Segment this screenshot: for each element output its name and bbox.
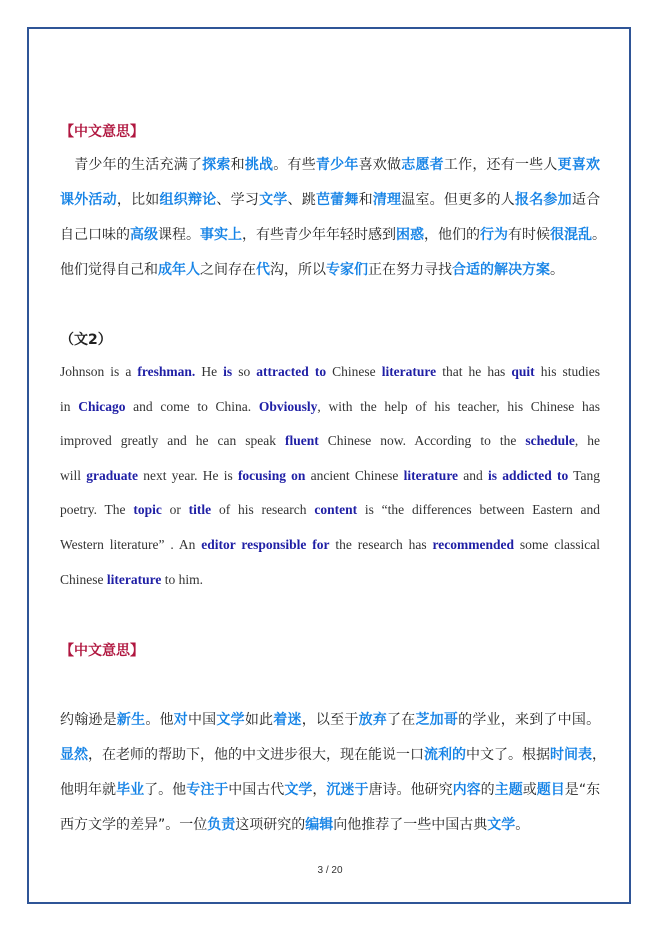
highlighted-term: 行为: [480, 227, 508, 243]
text-segment: ，有些青少年年轻时感到: [242, 227, 396, 243]
highlighted-term: 专注于: [186, 782, 229, 798]
text-segment: 了在: [387, 712, 416, 728]
text-segment: 。: [515, 817, 530, 833]
text-segment: 唐诗。他研究: [368, 782, 453, 798]
text-segment: 的学业，来到了中国。: [458, 712, 601, 728]
highlighted-term: 探索: [202, 157, 231, 173]
highlighted-term: 志愿者: [401, 157, 444, 173]
highlighted-term: 沉迷于: [326, 782, 369, 798]
highlighted-term: 芝加哥: [415, 712, 459, 728]
text-segment: Chinese: [60, 571, 107, 587]
text-segment: 和: [358, 192, 373, 208]
text-segment: 。有些: [273, 157, 316, 173]
highlighted-term: 内容: [452, 782, 481, 798]
text-line: [60, 744, 606, 764]
text-segment: 或: [522, 782, 537, 798]
text-segment: 向他推荐了一些中国古典: [333, 817, 488, 833]
text-segment: poetry. The: [60, 502, 134, 518]
text-segment: ，他们的: [424, 227, 480, 243]
text-segment: ，: [592, 747, 606, 763]
highlighted-term: 更喜欢: [557, 157, 601, 173]
highlighted-term: content: [314, 502, 358, 518]
highlighted-term: title: [188, 502, 212, 518]
text-segment: 中国: [187, 712, 217, 728]
highlighted-term: 对: [173, 712, 188, 728]
text-segment: 之间存在: [200, 262, 256, 278]
text-segment: Tang: [568, 467, 600, 483]
text-segment: , with the help of his teacher, his Chinese has: [317, 398, 600, 414]
text-segment: the research has: [329, 537, 433, 552]
highlighted-term: 着迷: [273, 712, 302, 728]
text-segment: 西方文学的差异”。一位: [60, 817, 208, 833]
text-segment: will: [60, 467, 87, 483]
highlighted-term: 很混乱: [550, 227, 592, 243]
text-segment: 和: [230, 157, 245, 173]
highlighted-term: 芭蕾舞: [315, 192, 359, 208]
highlighted-term: 文学: [487, 817, 516, 833]
highlighted-term: literature: [381, 364, 437, 379]
highlighted-term: graduate: [86, 467, 138, 483]
text-segment: that he has: [436, 364, 512, 379]
highlighted-term: 挑战: [244, 157, 274, 173]
text-segment: ancient Chinese: [305, 467, 404, 483]
text-segment: his studies: [534, 364, 601, 379]
highlighted-term: 青少年: [315, 157, 359, 173]
text-segment: 正在努力寻找: [368, 262, 452, 278]
text-segment: 喜欢做: [358, 157, 402, 173]
text-segment: 是“东: [564, 782, 601, 798]
highlighted-term: 显然: [60, 747, 88, 763]
highlighted-term: quit: [511, 364, 535, 379]
highlighted-term: 文学: [216, 712, 245, 728]
highlighted-term: 课外活动: [60, 192, 117, 208]
text-line: [60, 537, 600, 553]
text-segment: 有时候: [508, 227, 550, 243]
text-line: [60, 224, 606, 244]
text-line: [60, 433, 600, 449]
highlighted-term: 合适的解决方案: [452, 262, 550, 278]
highlighted-term: literature: [403, 467, 459, 483]
text-segment: improved greatly and he can speak: [60, 433, 286, 449]
text-segment: 工作，还有一些人: [443, 157, 558, 173]
highlighted-term: 放弃: [358, 712, 388, 728]
text-segment: ，比如: [116, 192, 160, 208]
text-segment: ，以至于: [301, 712, 359, 728]
text-line: [60, 779, 600, 799]
highlighted-term: 负责: [207, 817, 236, 833]
highlighted-term: attracted to: [256, 364, 327, 379]
text-line: [60, 709, 600, 729]
highlighted-term: 成年人: [158, 262, 200, 278]
passage-label: （文2）: [60, 332, 112, 348]
text-segment: 青少年的生活充满了: [60, 157, 203, 173]
highlighted-term: schedule: [525, 433, 575, 449]
page-number: 3 / 20: [317, 865, 343, 876]
text-segment: some classical: [514, 537, 600, 552]
highlighted-term: 代: [256, 262, 270, 278]
text-line: [60, 399, 600, 415]
text-line: [60, 259, 600, 279]
highlighted-term: 组织辩论: [159, 192, 217, 208]
text-segment: 自己口味的: [60, 227, 130, 243]
text-segment: and: [458, 467, 488, 483]
highlighted-term: is addicted to: [488, 467, 569, 483]
text-segment: 的: [480, 782, 495, 798]
highlighted-term: freshman.: [137, 364, 196, 379]
highlighted-term: 清理: [372, 192, 402, 208]
highlighted-term: 编辑: [305, 817, 334, 833]
highlighted-term: 困惑: [396, 227, 424, 243]
text-segment: in: [60, 398, 79, 414]
text-segment: to him.: [161, 571, 203, 587]
text-segment: of his research: [211, 502, 315, 518]
text-segment: 课程。: [158, 227, 200, 243]
text-line: [60, 502, 600, 518]
text-line: [60, 154, 600, 174]
highlighted-term: 专家们: [326, 262, 368, 278]
text-segment: 适合: [571, 192, 601, 208]
text-segment: , he: [574, 433, 600, 449]
highlighted-term: 毕业: [116, 782, 145, 798]
highlighted-term: 流利的: [424, 747, 466, 763]
text-segment: Johnson is a: [60, 364, 138, 379]
highlighted-term: recommended: [432, 537, 514, 552]
text-line: [60, 189, 600, 209]
highlighted-term: 事实上: [200, 227, 242, 243]
text-segment: 温室。但更多的人: [401, 192, 515, 208]
text-segment: ，在老师的帮助下，他的中文进步很大，现在能说一口: [88, 747, 424, 763]
text-segment: 、学习: [216, 192, 260, 208]
text-segment: or: [161, 502, 189, 518]
highlighted-term: Chicago: [78, 398, 126, 414]
highlighted-term: is: [223, 364, 233, 379]
text-segment: Chinese now. According to the: [318, 433, 526, 449]
highlighted-term: 题目: [536, 782, 565, 798]
text-segment: 、跳: [287, 192, 316, 208]
text-line: [60, 814, 600, 834]
highlighted-term: 报名参加: [514, 192, 572, 208]
text-segment: 约翰逊是: [60, 712, 117, 728]
highlighted-term: literature: [106, 571, 162, 587]
section-heading-1: 【中文意思】: [60, 124, 144, 140]
text-segment: 。: [550, 262, 564, 278]
text-segment: next year. He is: [137, 467, 238, 483]
highlighted-term: 高级: [130, 227, 158, 243]
text-segment: so: [232, 364, 257, 379]
text-segment: 。: [592, 227, 606, 243]
section-heading-2: 【中文意思】: [60, 643, 144, 659]
text-segment: is “the differences between Eastern and: [357, 502, 601, 518]
text-segment: 沟，所以: [270, 262, 326, 278]
text-segment: 了。他: [144, 782, 187, 798]
highlighted-term: 文学: [259, 192, 288, 208]
text-segment: 他们觉得自己和: [60, 262, 158, 278]
highlighted-term: 文学: [284, 782, 313, 798]
text-segment: Chinese: [326, 364, 382, 379]
text-segment: and come to China.: [125, 398, 259, 414]
highlighted-term: fluent: [285, 433, 319, 449]
text-segment: 如此: [244, 712, 274, 728]
highlighted-term: Obviously: [258, 398, 318, 414]
highlighted-term: 新生: [116, 712, 146, 728]
text-segment: Western literature” . An: [60, 537, 202, 552]
text-segment: 中国古代: [228, 782, 285, 798]
text-segment: 。他: [145, 712, 174, 728]
text-segment: ，: [312, 782, 327, 798]
highlighted-term: topic: [133, 502, 162, 518]
highlighted-term: focusing on: [237, 467, 306, 483]
text-line: [60, 364, 600, 380]
text-line: [60, 468, 600, 484]
text-segment: 中文了。根据: [466, 747, 550, 763]
text-segment: 他明年就: [60, 782, 117, 798]
text-segment: He: [195, 364, 224, 379]
highlighted-term: 时间表: [550, 747, 592, 763]
text-line: [60, 572, 600, 588]
highlighted-term: editor responsible for: [201, 537, 330, 552]
text-segment: 这项研究的: [235, 817, 306, 833]
highlighted-term: 主题: [494, 782, 523, 798]
